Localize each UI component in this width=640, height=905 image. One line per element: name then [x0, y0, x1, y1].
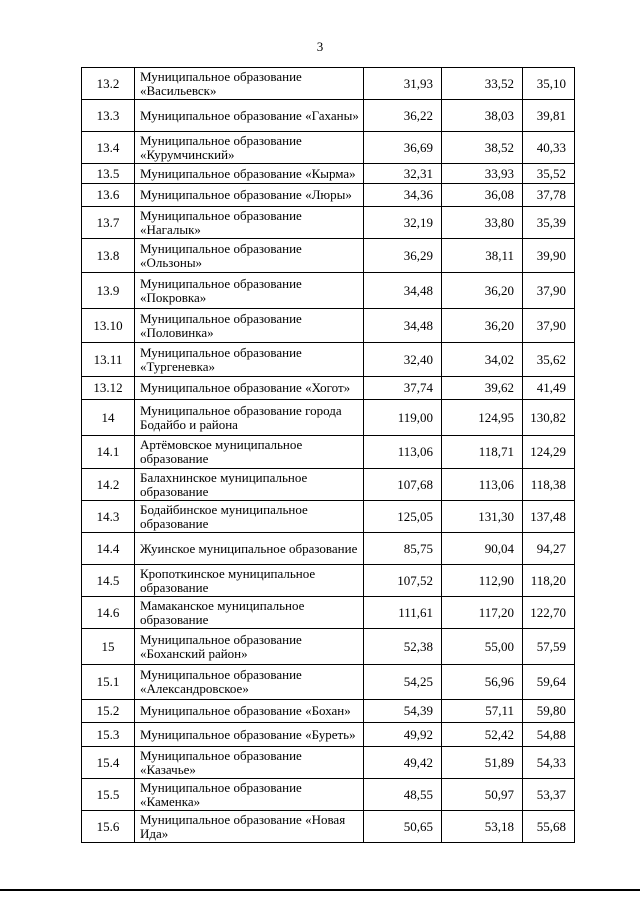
- value-cell-2: 34,02: [442, 343, 523, 377]
- value-cell-1: 85,75: [364, 533, 442, 565]
- value-cell-2: 36,08: [442, 184, 523, 207]
- value-cell-3: 94,27: [523, 533, 575, 565]
- table-row: [82, 273, 575, 309]
- value-cell-3: 35,39: [523, 207, 575, 239]
- municipality-name-cell: Кропоткинское муниципальное образование: [135, 565, 364, 597]
- value-cell-2: 38,52: [442, 132, 523, 164]
- row-number-cell: 13.5: [82, 164, 135, 184]
- value-cell-3: 122,70: [523, 597, 575, 629]
- data-table: [81, 67, 575, 843]
- row-number-cell: 15.6: [82, 811, 135, 843]
- municipality-name-cell: Муниципальное образование «Боханский район»: [135, 629, 364, 665]
- municipality-name-cell: Бодайбинское муниципальное образование: [135, 501, 364, 533]
- value-cell-3: 39,81: [523, 100, 575, 132]
- row-number-cell: 13.2: [82, 68, 135, 100]
- row-number-cell: 15.5: [82, 779, 135, 811]
- value-cell-1: 34,36: [364, 184, 442, 207]
- value-cell-3: 59,64: [523, 665, 575, 700]
- value-cell-3: 54,88: [523, 723, 575, 747]
- value-cell-3: 35,52: [523, 164, 575, 184]
- row-number-cell: 13.10: [82, 309, 135, 343]
- table-row: [82, 207, 575, 239]
- value-cell-3: 59,80: [523, 700, 575, 723]
- value-cell-2: 36,20: [442, 273, 523, 309]
- value-cell-2: 118,71: [442, 436, 523, 469]
- value-cell-3: 130,82: [523, 400, 575, 436]
- value-cell-3: 137,48: [523, 501, 575, 533]
- table-row: [82, 501, 575, 533]
- municipality-name-cell: Муниципальное образование «Тургеневка»: [135, 343, 364, 377]
- municipality-name-cell: Муниципальное образование «Курумчинский»: [135, 132, 364, 164]
- municipality-name-cell: Балахнинское муниципальное образование: [135, 469, 364, 501]
- table-row: [82, 665, 575, 700]
- municipality-name-cell: Муниципальное образование «Нагалык»: [135, 207, 364, 239]
- value-cell-3: 39,90: [523, 239, 575, 273]
- value-cell-3: 37,78: [523, 184, 575, 207]
- value-cell-1: 125,05: [364, 501, 442, 533]
- table-row: [82, 747, 575, 779]
- value-cell-1: 50,65: [364, 811, 442, 843]
- row-number-cell: 14.1: [82, 436, 135, 469]
- table-row: [82, 779, 575, 811]
- value-cell-1: 107,52: [364, 565, 442, 597]
- value-cell-2: 33,52: [442, 68, 523, 100]
- value-cell-2: 57,11: [442, 700, 523, 723]
- municipality-name-cell: Муниципальное образование «Хогот»: [135, 377, 364, 400]
- row-number-cell: 13.4: [82, 132, 135, 164]
- row-number-cell: 15.1: [82, 665, 135, 700]
- table-row: [82, 184, 575, 207]
- row-number-cell: 13.8: [82, 239, 135, 273]
- municipality-name-cell: Муниципальное образование «Покровка»: [135, 273, 364, 309]
- row-number-cell: 13.11: [82, 343, 135, 377]
- table-row: [82, 469, 575, 501]
- municipality-name-cell: Муниципальное образование «Александровское»: [135, 665, 364, 700]
- value-cell-1: 36,29: [364, 239, 442, 273]
- value-cell-2: 50,97: [442, 779, 523, 811]
- value-cell-3: 37,90: [523, 273, 575, 309]
- municipality-name-cell: Жуинское муниципальное образование: [135, 533, 364, 565]
- value-cell-1: 32,31: [364, 164, 442, 184]
- municipality-name-cell: Муниципальное образование «Люры»: [135, 184, 364, 207]
- row-number-cell: 14.6: [82, 597, 135, 629]
- value-cell-2: 33,93: [442, 164, 523, 184]
- value-cell-1: 111,61: [364, 597, 442, 629]
- value-cell-1: 34,48: [364, 273, 442, 309]
- row-number-cell: 14: [82, 400, 135, 436]
- table-row: [82, 239, 575, 273]
- table-body: [82, 68, 575, 843]
- table-row: [82, 343, 575, 377]
- municipality-name-cell: Муниципальное образование «Гаханы»: [135, 100, 364, 132]
- municipality-name-cell: Артёмовское муниципальное образование: [135, 436, 364, 469]
- value-cell-2: 112,90: [442, 565, 523, 597]
- value-cell-2: 117,20: [442, 597, 523, 629]
- municipality-name-cell: Муниципальное образование города Бодайбо и района: [135, 400, 364, 436]
- table-row: [82, 700, 575, 723]
- table-row: [82, 629, 575, 665]
- table-row: [82, 436, 575, 469]
- row-number-cell: 13.3: [82, 100, 135, 132]
- row-number-cell: 15: [82, 629, 135, 665]
- bottom-rule: [0, 889, 640, 891]
- value-cell-1: 113,06: [364, 436, 442, 469]
- value-cell-3: 55,68: [523, 811, 575, 843]
- value-cell-1: 54,39: [364, 700, 442, 723]
- table-row: [82, 132, 575, 164]
- value-cell-3: 41,49: [523, 377, 575, 400]
- value-cell-2: 52,42: [442, 723, 523, 747]
- municipality-name-cell: Муниципальное образование «Кырма»: [135, 164, 364, 184]
- row-number-cell: 13.9: [82, 273, 135, 309]
- municipality-name-cell: Муниципальное образование «Васильевск»: [135, 68, 364, 100]
- value-cell-3: 54,33: [523, 747, 575, 779]
- value-cell-1: 119,00: [364, 400, 442, 436]
- table-row: [82, 400, 575, 436]
- municipality-name-cell: Мамаканское муниципальное образование: [135, 597, 364, 629]
- municipality-name-cell: Муниципальное образование «Половинка»: [135, 309, 364, 343]
- value-cell-2: 124,95: [442, 400, 523, 436]
- value-cell-1: 36,22: [364, 100, 442, 132]
- municipality-name-cell: Муниципальное образование «Ользоны»: [135, 239, 364, 273]
- value-cell-1: 31,93: [364, 68, 442, 100]
- table-row: [82, 811, 575, 843]
- value-cell-3: 124,29: [523, 436, 575, 469]
- value-cell-1: 52,38: [364, 629, 442, 665]
- value-cell-3: 53,37: [523, 779, 575, 811]
- table-row: [82, 377, 575, 400]
- table-row: [82, 309, 575, 343]
- row-number-cell: 14.2: [82, 469, 135, 501]
- row-number-cell: 13.12: [82, 377, 135, 400]
- table-row: [82, 533, 575, 565]
- value-cell-2: 55,00: [442, 629, 523, 665]
- value-cell-1: 54,25: [364, 665, 442, 700]
- municipality-name-cell: Муниципальное образование «Казачье»: [135, 747, 364, 779]
- row-number-cell: 14.5: [82, 565, 135, 597]
- value-cell-2: 53,18: [442, 811, 523, 843]
- value-cell-1: 34,48: [364, 309, 442, 343]
- value-cell-1: 32,19: [364, 207, 442, 239]
- municipality-name-cell: Муниципальное образование «Буреть»: [135, 723, 364, 747]
- row-number-cell: 13.7: [82, 207, 135, 239]
- table-row: [82, 597, 575, 629]
- value-cell-2: 56,96: [442, 665, 523, 700]
- table-row: [82, 100, 575, 132]
- value-cell-2: 38,03: [442, 100, 523, 132]
- row-number-cell: 15.3: [82, 723, 135, 747]
- value-cell-1: 107,68: [364, 469, 442, 501]
- row-number-cell: 15.2: [82, 700, 135, 723]
- value-cell-2: 131,30: [442, 501, 523, 533]
- row-number-cell: 13.6: [82, 184, 135, 207]
- value-cell-2: 51,89: [442, 747, 523, 779]
- value-cell-1: 36,69: [364, 132, 442, 164]
- value-cell-3: 35,62: [523, 343, 575, 377]
- value-cell-3: 57,59: [523, 629, 575, 665]
- municipality-name-cell: Муниципальное образование «Каменка»: [135, 779, 364, 811]
- value-cell-1: 48,55: [364, 779, 442, 811]
- value-cell-1: 32,40: [364, 343, 442, 377]
- value-cell-3: 118,20: [523, 565, 575, 597]
- value-cell-2: 113,06: [442, 469, 523, 501]
- table-row: [82, 164, 575, 184]
- value-cell-3: 35,10: [523, 68, 575, 100]
- value-cell-2: 39,62: [442, 377, 523, 400]
- row-number-cell: 14.3: [82, 501, 135, 533]
- value-cell-1: 49,92: [364, 723, 442, 747]
- row-number-cell: 15.4: [82, 747, 135, 779]
- value-cell-2: 90,04: [442, 533, 523, 565]
- value-cell-1: 49,42: [364, 747, 442, 779]
- municipality-name-cell: Муниципальное образование «Новая Ида»: [135, 811, 364, 843]
- table-row: [82, 565, 575, 597]
- municipality-name-cell: Муниципальное образование «Бохан»: [135, 700, 364, 723]
- value-cell-1: 37,74: [364, 377, 442, 400]
- value-cell-3: 40,33: [523, 132, 575, 164]
- value-cell-3: 37,90: [523, 309, 575, 343]
- page-number: 3: [316, 39, 324, 54]
- value-cell-3: 118,38: [523, 469, 575, 501]
- value-cell-2: 38,11: [442, 239, 523, 273]
- value-cell-2: 36,20: [442, 309, 523, 343]
- row-number-cell: 14.4: [82, 533, 135, 565]
- value-cell-2: 33,80: [442, 207, 523, 239]
- table-row: [82, 723, 575, 747]
- table-row: [82, 68, 575, 100]
